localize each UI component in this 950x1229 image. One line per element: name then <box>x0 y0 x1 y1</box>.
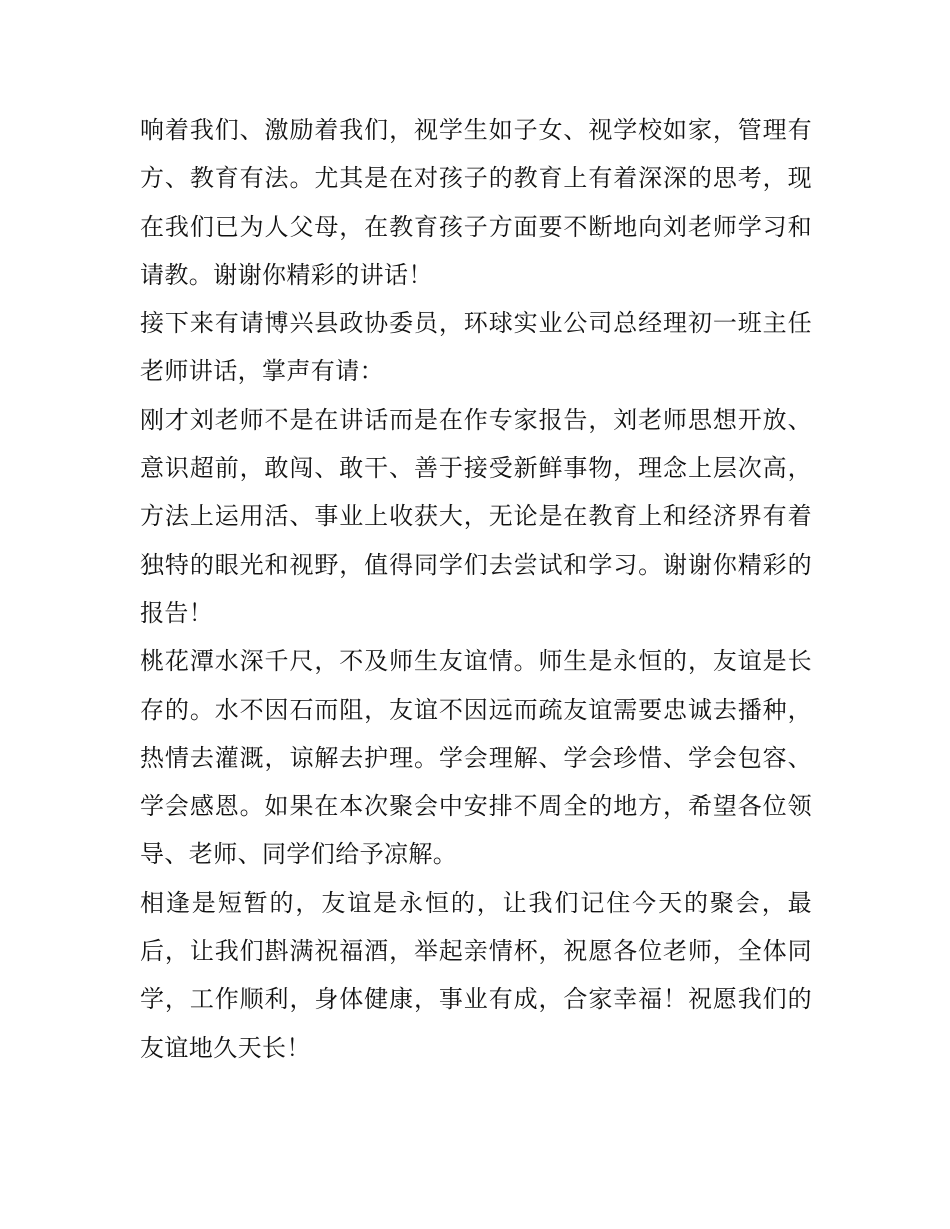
paragraph-1: 响着我们、激励着我们，视学生如子女、视学校如家，管理有方、教育有法。尤其是在对孩子的教育上有着深深的思考，现在我们已为人父母，在教育孩子方面要不断地向刘老师学习和请教。谢谢你精彩的讲话！ <box>140 116 812 289</box>
paragraph-3: 刚才刘老师不是在讲话而是在作专家报告，刘老师思想开放、意识超前，敢闯、敢干、善于接受新鲜事物，理念上层次高，方法上运用活、事业上收获大，无论是在教育上和经济界有着独特的眼光和视野，值得同学们去尝试和学习。谢谢你精彩的报告！ <box>140 405 812 627</box>
paragraph-4: 桃花潭水深千尺，不及师生友谊情。师生是永恒的，友谊是长存的。水不因石而阻，友谊不因远而疏友谊需要忠诚去播种，热情去灌溉，谅解去护理。学会理解、学会珍惜、学会包容、学会感恩。如果在本次聚会中安排不周全的地方，希望各位领导、老师、同学们给予凉解。 <box>140 647 812 869</box>
body-text <box>140 106 812 1072</box>
paragraph-5: 相逢是短暂的，友谊是永恒的，让我们记住今天的聚会，最后，让我们斟满祝福酒，举起亲情杯，祝愿各位老师，全体同学，工作顺利，身体健康，事业有成，合家幸福！祝愿我们的友谊地久天长！ <box>140 888 812 1062</box>
paragraph-2: 接下来有请博兴县政协委员，环球实业公司总经理初一班主任老师讲话，掌声有请： <box>140 309 812 386</box>
